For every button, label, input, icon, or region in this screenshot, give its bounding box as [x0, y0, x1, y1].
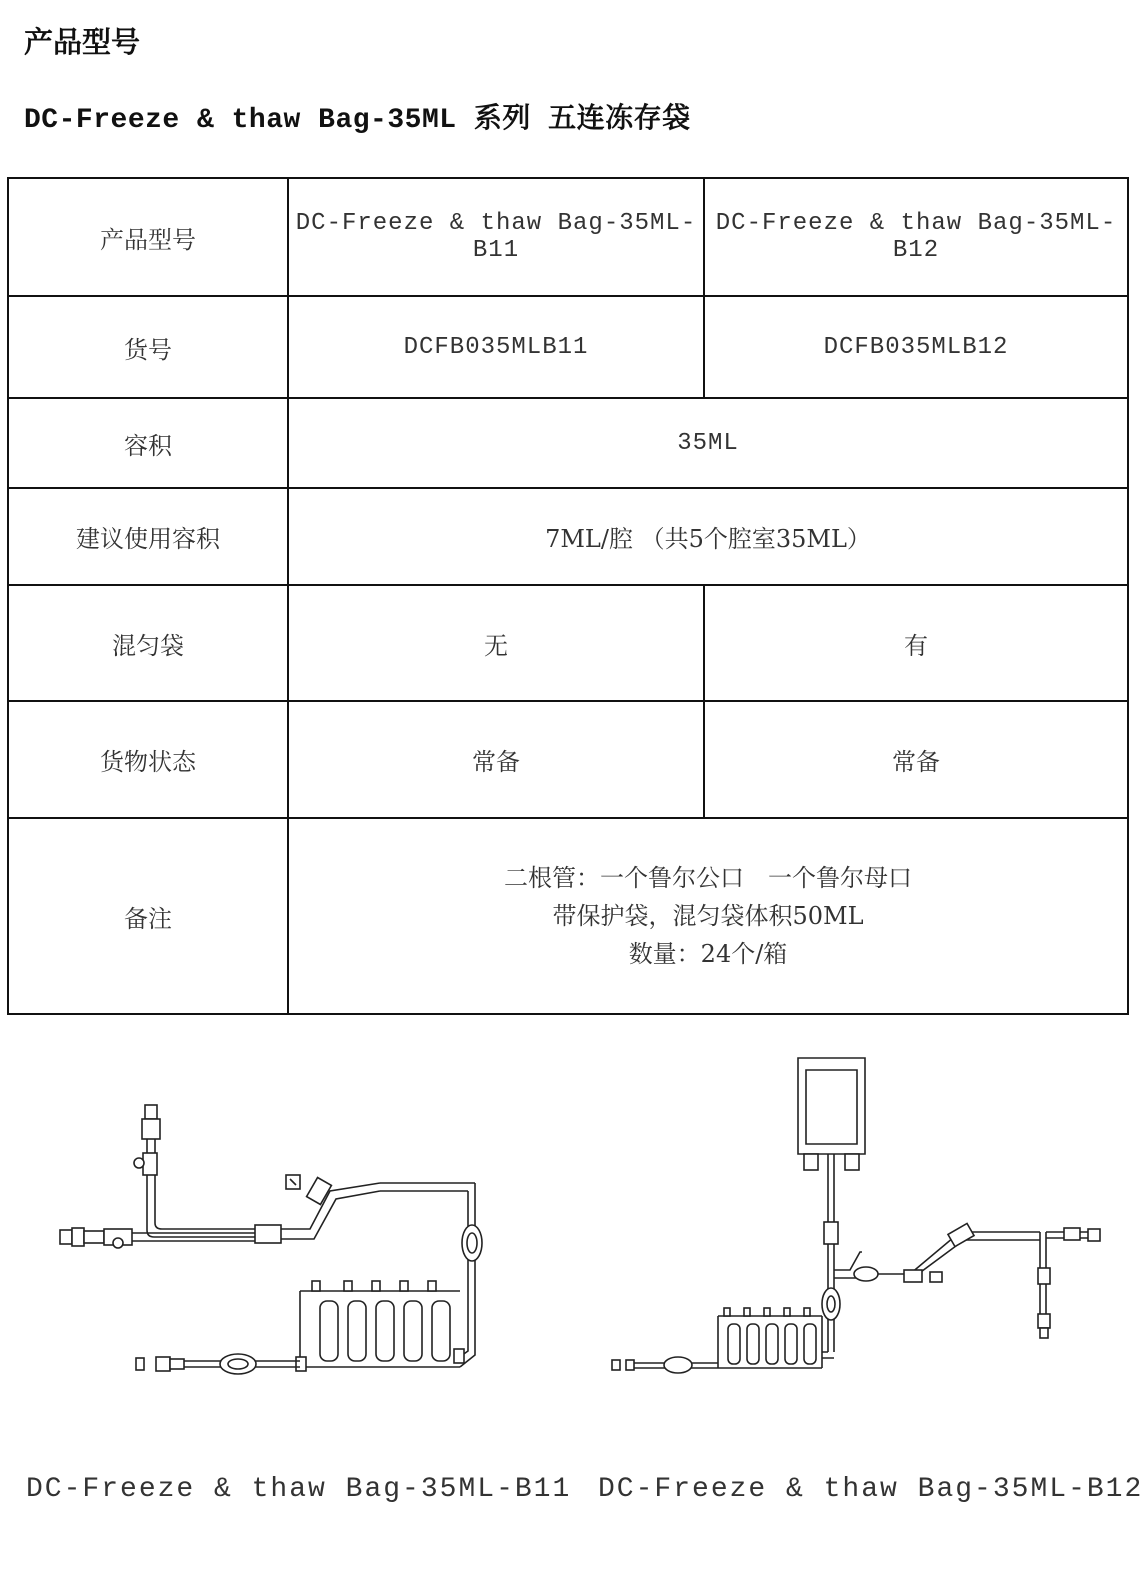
label-stock-status: 货物状态 [8, 701, 288, 818]
model-b12: DC-Freeze & thaw Bag-35ML-B12 [704, 178, 1128, 296]
b11-diagram [50, 1095, 500, 1385]
label-mixing-bag: 混匀袋 [8, 585, 288, 701]
table-row-stock-status [8, 701, 1128, 818]
item-no-b12: DCFB035MLB12 [704, 296, 1128, 398]
remarks-line: 带保护袋，混匀袋体积50ML [552, 902, 864, 930]
remarks-value [288, 818, 1128, 1014]
item-no-b11: DCFB035MLB11 [288, 296, 704, 398]
volume-value: 35ML [288, 398, 1128, 488]
table-row-volume [8, 398, 1128, 488]
label-volume: 容积 [8, 398, 288, 488]
b11-caption: DC-Freeze & thaw Bag-35ML-B11 [26, 1474, 572, 1505]
table-row-mixing-bag [8, 585, 1128, 701]
remarks-line: 二根管：一个鲁尔公口 一个鲁尔母口 [504, 864, 912, 892]
model-b11: DC-Freeze & thaw Bag-35ML-B11 [288, 178, 704, 296]
label-model: 产品型号 [8, 178, 288, 296]
page-title: 产品型号 [24, 25, 141, 59]
spec-table [7, 177, 1129, 1015]
series-title: DC-Freeze & thaw Bag-35ML 系列 五连冻存袋 [24, 105, 691, 136]
b12-caption: DC-Freeze & thaw Bag-35ML-B12 [598, 1474, 1144, 1505]
label-recommended-volume: 建议使用容积 [8, 488, 288, 585]
b12-diagram [600, 1052, 1110, 1382]
table-row-remarks [8, 818, 1128, 1014]
stock-status-b12: 常备 [704, 701, 1128, 818]
table-row-recommended-volume [8, 488, 1128, 585]
stock-status-b11: 常备 [288, 701, 704, 818]
table-row-model [8, 178, 1128, 296]
mixing-bag-b12: 有 [704, 585, 1128, 701]
recommended-volume-value: 7ML/腔 （共5个腔室35ML） [288, 488, 1128, 585]
label-item-no: 货号 [8, 296, 288, 398]
remarks-line: 数量：24个/箱 [628, 940, 788, 968]
label-remarks: 备注 [8, 818, 288, 1014]
table-row-item-no [8, 296, 1128, 398]
mixing-bag-b11: 无 [288, 585, 704, 701]
